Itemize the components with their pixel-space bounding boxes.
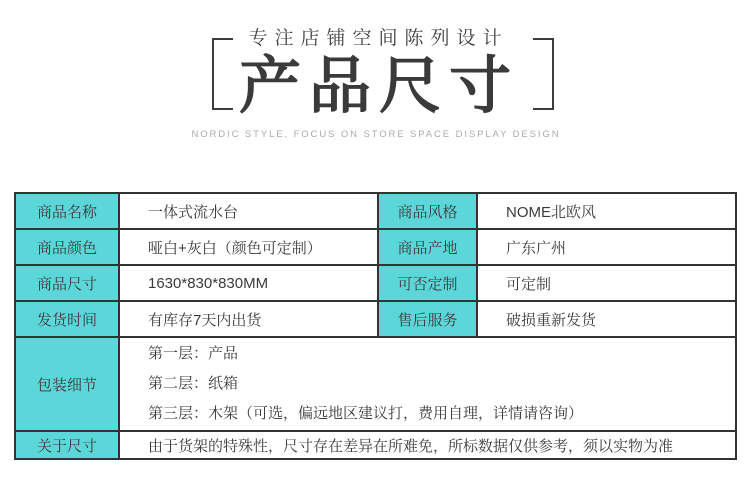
spec-label-product-size: 商品尺寸 bbox=[15, 265, 119, 301]
spec-value-shipping-time: 有库存7天内出货 bbox=[119, 301, 378, 337]
spec-value-product-size: 1630*830*830MM bbox=[119, 265, 378, 301]
spec-value-size-note: 由于货架的特殊性，尺寸存在差异在所难免，所标数据仅供参考，须以实物为准 bbox=[119, 431, 736, 459]
spec-value-product-name: 一体式流水台 bbox=[119, 193, 378, 229]
spec-value-product-color: 哑白+灰白（颜色可定制） bbox=[119, 229, 378, 265]
spec-label-product-name: 商品名称 bbox=[15, 193, 119, 229]
spec-label-packaging: 包装细节 bbox=[15, 337, 119, 431]
spec-value-customizable: 可定制 bbox=[477, 265, 736, 301]
table-row bbox=[15, 229, 736, 265]
spec-label-product-origin: 商品产地 bbox=[378, 229, 477, 265]
spec-label-product-style: 商品风格 bbox=[378, 193, 477, 229]
table-row-packaging bbox=[15, 337, 736, 431]
header-tagline: 专注店铺空间陈列设计 bbox=[248, 28, 509, 49]
page-title: 产品尺寸 bbox=[238, 52, 519, 121]
spec-value-product-style: NOME北欧风 bbox=[477, 193, 736, 229]
spec-table bbox=[14, 192, 737, 460]
spec-value-packaging bbox=[119, 337, 736, 431]
spec-label-customizable: 可否定制 bbox=[378, 265, 477, 301]
left-bracket-decoration bbox=[212, 38, 233, 110]
spec-value-product-origin: 广东广州 bbox=[477, 229, 736, 265]
spec-label-after-sales: 售后服务 bbox=[378, 301, 477, 337]
packaging-layer-1: 第一层：产品 bbox=[148, 345, 239, 362]
table-row-size-note bbox=[15, 431, 736, 459]
table-row bbox=[15, 193, 736, 229]
header-banner bbox=[0, 27, 750, 140]
table-row bbox=[15, 265, 736, 301]
header-subtitle-english: NORDIC STYLE, FOCUS ON STORE SPACE DISPLAY DESIGN bbox=[191, 129, 561, 140]
packaging-layer-3: 第三层：木架（可选，偏远地区建议打，费用自理，详情请咨询） bbox=[148, 405, 584, 422]
spec-value-after-sales: 破损重新发货 bbox=[477, 301, 736, 337]
right-bracket-decoration bbox=[533, 38, 554, 110]
spec-label-size-note: 关于尺寸 bbox=[15, 431, 119, 459]
spec-label-shipping-time: 发货时间 bbox=[15, 301, 119, 337]
spec-label-product-color: 商品颜色 bbox=[15, 229, 119, 265]
table-row bbox=[15, 301, 736, 337]
packaging-layer-2: 第二层：纸箱 bbox=[148, 375, 239, 392]
